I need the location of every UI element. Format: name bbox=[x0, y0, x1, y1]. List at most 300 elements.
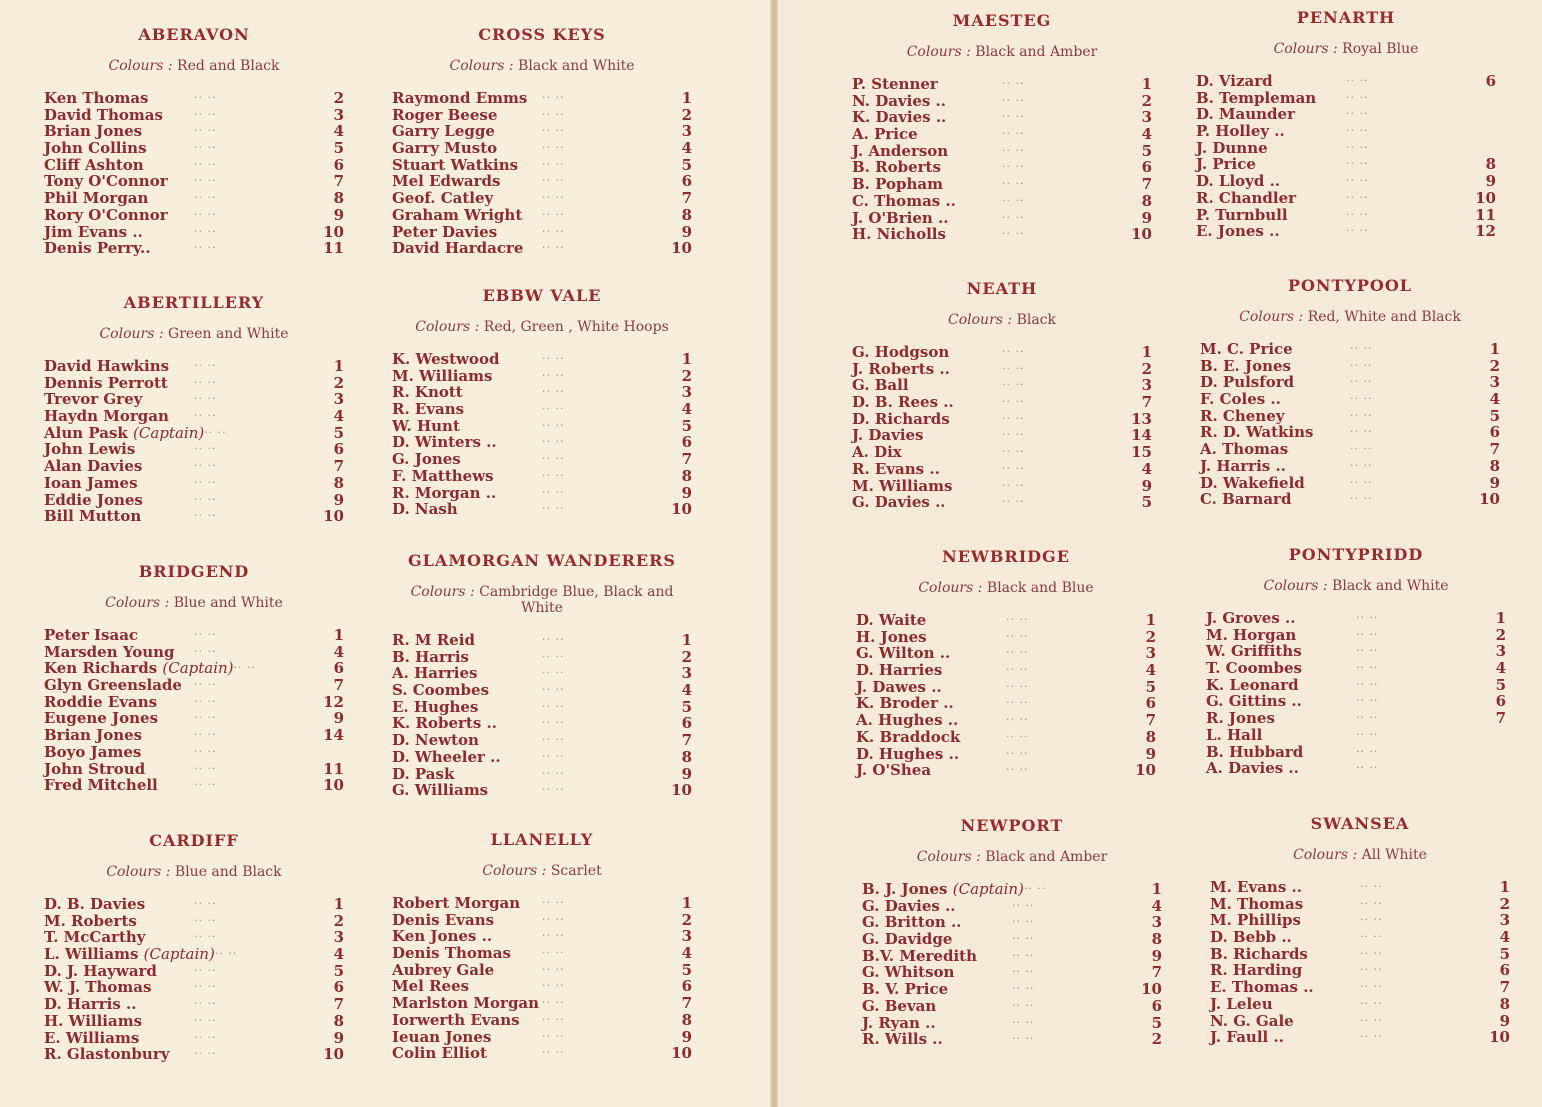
player-name bbox=[862, 964, 1012, 981]
player-name-text: M. Williams bbox=[392, 366, 493, 385]
player-number: 4 bbox=[1145, 661, 1156, 680]
player-row bbox=[852, 76, 1152, 93]
player-number: 6 bbox=[1499, 961, 1510, 980]
player-number: 9 bbox=[1151, 946, 1162, 965]
player-name-text: Bill Mutton bbox=[44, 507, 142, 526]
player-number: 8 bbox=[1141, 191, 1152, 210]
team-swansea bbox=[1210, 813, 1510, 1046]
player-name bbox=[852, 159, 1002, 176]
player-row bbox=[44, 710, 344, 727]
player-row bbox=[852, 394, 1152, 411]
player-name-text: Peter Isaac bbox=[44, 626, 139, 644]
leader-dots: ·· ·· bbox=[1346, 124, 1369, 138]
team-colours bbox=[862, 849, 1162, 865]
leader-dots: ·· ·· bbox=[194, 778, 217, 792]
player-name bbox=[44, 694, 194, 711]
player-name-text: R. Evans bbox=[392, 400, 465, 419]
player-name-text: Colin Elliot bbox=[392, 1044, 487, 1063]
player-row bbox=[392, 418, 692, 435]
player-name bbox=[1196, 73, 1346, 90]
leader-dots: ·· ·· bbox=[542, 699, 565, 713]
leader-dots: ·· ·· bbox=[1350, 425, 1373, 439]
team-name: ABERTILLERY bbox=[123, 293, 265, 312]
leader-dots: ·· ·· bbox=[542, 716, 565, 730]
player-row bbox=[862, 1031, 1162, 1048]
leader-dots: ·· ·· bbox=[1012, 915, 1035, 929]
player-row bbox=[392, 434, 692, 451]
player-name-text: Mel Rees bbox=[392, 977, 470, 996]
player-row bbox=[1200, 475, 1500, 492]
player-name-text: P. Stenner bbox=[852, 75, 938, 93]
colours-value: Blue and Black bbox=[174, 864, 282, 880]
player-name-text: Robert Morgan bbox=[392, 894, 521, 912]
player-name bbox=[852, 143, 1002, 160]
player-row bbox=[44, 224, 344, 241]
player-name-text: R. Harding bbox=[1210, 961, 1303, 980]
player-name bbox=[44, 492, 194, 509]
player-name bbox=[44, 913, 194, 930]
player-number: 10 bbox=[671, 239, 692, 258]
player-row bbox=[44, 107, 344, 124]
player-name bbox=[392, 224, 542, 241]
player-row bbox=[1200, 458, 1500, 475]
player-name bbox=[1210, 1013, 1360, 1030]
player-number: 9 bbox=[1489, 473, 1500, 492]
player-name bbox=[392, 1045, 542, 1062]
player-number: 9 bbox=[333, 490, 344, 509]
leader-dots: ·· ·· bbox=[194, 475, 217, 489]
player-row bbox=[44, 1046, 344, 1063]
player-row bbox=[392, 1012, 692, 1029]
player-row bbox=[44, 425, 344, 442]
player-name bbox=[862, 931, 1012, 948]
player-name-text: G. Williams bbox=[392, 781, 489, 800]
player-number: 2 bbox=[1151, 1030, 1162, 1049]
leader-dots: ·· ·· bbox=[1350, 408, 1373, 422]
captain-label: (Captain) bbox=[952, 880, 1024, 898]
player-number: 2 bbox=[1489, 356, 1500, 375]
player-row bbox=[392, 766, 692, 783]
player-row bbox=[1200, 391, 1500, 408]
player-name-text: C. Thomas .. bbox=[852, 191, 956, 210]
player-row bbox=[392, 895, 692, 912]
player-name-text: M. Williams bbox=[852, 476, 953, 495]
team-roster bbox=[856, 612, 1156, 779]
player-row bbox=[862, 881, 1162, 898]
colours-label: Colours : bbox=[99, 326, 164, 342]
player-name-text: D. Harris .. bbox=[44, 995, 137, 1014]
player-name bbox=[392, 1012, 542, 1029]
player-row bbox=[44, 1013, 344, 1030]
player-name bbox=[392, 351, 542, 368]
player-number bbox=[314, 744, 344, 761]
leader-dots: ·· ·· bbox=[542, 207, 565, 221]
player-name bbox=[1200, 391, 1350, 408]
player-row bbox=[44, 90, 344, 107]
player-row bbox=[852, 344, 1152, 361]
leader-dots: ·· ·· bbox=[1006, 613, 1029, 626]
leader-dots: ·· ·· bbox=[542, 174, 565, 188]
player-name-text: E. Thomas .. bbox=[1210, 978, 1314, 997]
team-colours bbox=[856, 580, 1156, 596]
player-row bbox=[1196, 90, 1496, 107]
player-name bbox=[862, 948, 1012, 965]
player-name-text: D. B. Rees .. bbox=[852, 393, 954, 412]
leader-dots: ·· ·· bbox=[1360, 1013, 1383, 1027]
player-name-text: E. Hughes bbox=[392, 697, 479, 716]
leader-dots: ·· ·· bbox=[194, 207, 217, 221]
player-name bbox=[862, 998, 1012, 1015]
player-name-text: Ioan James bbox=[44, 473, 138, 492]
player-number: 9 bbox=[1145, 744, 1156, 763]
leader-dots: ·· ·· bbox=[1356, 761, 1379, 775]
player-name bbox=[1196, 173, 1346, 190]
player-row bbox=[44, 744, 344, 761]
team-name: EBBW VALE bbox=[482, 286, 602, 305]
player-number: 3 bbox=[681, 122, 692, 141]
player-name-text: B. V. Price bbox=[862, 980, 949, 999]
team-roster bbox=[1196, 73, 1496, 240]
player-row bbox=[856, 612, 1156, 629]
player-name bbox=[44, 375, 194, 392]
leader-dots: ·· ·· bbox=[1002, 361, 1025, 375]
leader-dots: ·· ·· bbox=[1360, 896, 1383, 910]
player-name bbox=[852, 427, 1002, 444]
player-name bbox=[852, 478, 1002, 495]
leader-dots: ·· ·· bbox=[1350, 375, 1373, 389]
player-name-text: M. C. Price bbox=[1200, 340, 1293, 358]
player-name-text: R. Chandler bbox=[1196, 188, 1297, 207]
player-row bbox=[852, 93, 1152, 110]
player-number: 10 bbox=[1489, 1028, 1510, 1047]
player-number: 1 bbox=[681, 631, 692, 649]
player-name-text: Aubrey Gale bbox=[392, 960, 495, 979]
team-roster bbox=[392, 895, 692, 1062]
player-number: 5 bbox=[333, 423, 344, 442]
player-name bbox=[856, 695, 1006, 712]
player-name-text: Denis Evans bbox=[392, 910, 495, 929]
player-number bbox=[1466, 106, 1496, 123]
leader-dots: ·· ·· bbox=[1006, 679, 1029, 693]
player-number: 1 bbox=[1141, 343, 1152, 361]
leader-dots: ·· ·· bbox=[1346, 207, 1369, 221]
player-name bbox=[44, 240, 194, 257]
player-number: 9 bbox=[1141, 476, 1152, 495]
player-name-text: G. Davies .. bbox=[852, 493, 946, 512]
player-name-text: D. Wakefield bbox=[1200, 473, 1305, 492]
player-row bbox=[1200, 358, 1500, 375]
player-number: 4 bbox=[333, 642, 344, 661]
player-number: 7 bbox=[333, 172, 344, 191]
player-row bbox=[44, 140, 344, 157]
leader-dots: ·· ·· bbox=[1346, 190, 1369, 204]
leader-dots: ·· ·· bbox=[194, 241, 217, 255]
player-name-text: R. Glastonbury bbox=[44, 1045, 170, 1064]
player-number: 7 bbox=[681, 189, 692, 208]
colours-value: Black and Amber bbox=[985, 849, 1108, 865]
colours-value: Cambridge Blue, Black and White bbox=[479, 584, 674, 616]
leader-dots: ·· ·· bbox=[1002, 93, 1025, 107]
player-name bbox=[44, 979, 194, 996]
player-row bbox=[392, 468, 692, 485]
player-name bbox=[856, 729, 1006, 746]
player-row bbox=[392, 207, 692, 224]
team-newbridge bbox=[856, 546, 1156, 779]
player-number: 4 bbox=[1499, 928, 1510, 947]
team-name: NEATH bbox=[966, 279, 1038, 298]
player-name-text: J. Leleu bbox=[1210, 994, 1273, 1013]
player-number: 9 bbox=[681, 764, 692, 783]
player-name-text: K. Braddock bbox=[856, 727, 961, 746]
player-number: 8 bbox=[333, 473, 344, 492]
colours-label: Colours : bbox=[410, 584, 475, 600]
leader-dots: ·· ·· bbox=[1006, 629, 1029, 643]
leader-dots: ·· ·· bbox=[194, 141, 217, 155]
player-name bbox=[1200, 408, 1350, 425]
player-number: 6 bbox=[1141, 158, 1152, 177]
player-row bbox=[44, 408, 344, 425]
player-name-text: R. M Reid bbox=[392, 631, 475, 649]
leader-dots: ·· ·· bbox=[194, 392, 217, 406]
leader-dots: ·· ·· bbox=[1360, 963, 1383, 977]
player-name bbox=[392, 895, 542, 912]
player-row bbox=[1210, 962, 1510, 979]
player-name-text: B. Templeman bbox=[1196, 88, 1317, 107]
team-roster bbox=[44, 90, 344, 257]
leader-dots: ·· ·· bbox=[194, 1030, 217, 1044]
player-name-text: Graham Wright bbox=[392, 205, 523, 224]
player-name bbox=[392, 962, 542, 979]
player-name bbox=[862, 881, 1024, 898]
leader-dots: ·· ·· bbox=[1012, 1032, 1035, 1046]
leader-dots: ·· ·· bbox=[1360, 930, 1383, 944]
player-name bbox=[392, 649, 542, 666]
player-row bbox=[852, 176, 1152, 193]
player-name bbox=[392, 665, 542, 682]
team-roster bbox=[392, 351, 692, 518]
player-name bbox=[1206, 693, 1356, 710]
player-number: 8 bbox=[333, 1011, 344, 1030]
player-name-text: Marsden Young bbox=[44, 642, 175, 661]
player-row bbox=[1200, 374, 1500, 391]
leader-dots: ·· ·· bbox=[1356, 611, 1379, 624]
player-row bbox=[392, 962, 692, 979]
player-name-text: F. Matthews bbox=[392, 466, 494, 485]
player-number: 8 bbox=[681, 466, 692, 485]
team-aberavon bbox=[44, 24, 344, 257]
leader-dots: ·· ·· bbox=[542, 468, 565, 482]
leader-dots: ·· ·· bbox=[194, 761, 217, 775]
player-name-text: Garry Legge bbox=[392, 122, 495, 141]
player-row bbox=[1196, 123, 1496, 140]
player-row bbox=[1210, 1013, 1510, 1030]
player-row bbox=[862, 981, 1162, 998]
leader-dots: ·· ·· bbox=[542, 912, 565, 926]
player-number: 3 bbox=[1499, 911, 1510, 930]
team-cross-keys bbox=[392, 24, 692, 257]
player-number: 9 bbox=[681, 483, 692, 502]
player-number: 7 bbox=[333, 676, 344, 695]
player-name bbox=[392, 912, 542, 929]
player-name bbox=[1206, 643, 1356, 660]
player-number: 8 bbox=[681, 1010, 692, 1029]
player-name bbox=[44, 644, 194, 661]
player-name-text: G. Jones bbox=[392, 450, 461, 469]
team-bridgend bbox=[44, 561, 344, 794]
player-row bbox=[44, 391, 344, 408]
player-row bbox=[1210, 879, 1510, 896]
player-number: 8 bbox=[333, 189, 344, 208]
player-name bbox=[44, 458, 194, 475]
player-name bbox=[44, 475, 194, 492]
player-number: 7 bbox=[681, 994, 692, 1013]
player-name bbox=[1206, 760, 1356, 777]
leader-dots: ·· ·· bbox=[542, 733, 565, 747]
colours-label: Colours : bbox=[415, 319, 480, 335]
team-roster bbox=[44, 358, 344, 525]
player-name-text: Trevor Grey bbox=[44, 390, 143, 409]
player-name-text: B. E. Jones bbox=[1200, 356, 1291, 375]
player-name-text: R. Morgan .. bbox=[392, 483, 497, 502]
player-row bbox=[44, 761, 344, 778]
player-row bbox=[1200, 491, 1500, 508]
colours-value: Black and Amber bbox=[975, 44, 1098, 60]
player-name-text: K. Roberts .. bbox=[392, 714, 497, 733]
player-name bbox=[44, 677, 194, 694]
player-name bbox=[44, 1030, 194, 1047]
player-row bbox=[44, 207, 344, 224]
player-name bbox=[392, 732, 542, 749]
colours-label: Colours : bbox=[1273, 41, 1338, 57]
player-name-text: R. D. Watkins bbox=[1200, 423, 1314, 442]
player-name bbox=[392, 501, 542, 518]
player-row bbox=[862, 1015, 1162, 1032]
player-row bbox=[44, 190, 344, 207]
player-row bbox=[392, 240, 692, 257]
player-row bbox=[44, 375, 344, 392]
team-name: BRIDGEND bbox=[138, 562, 250, 581]
player-name-text: Iorwerth Evans bbox=[392, 1010, 520, 1029]
player-row bbox=[44, 660, 344, 677]
team-roster bbox=[1210, 879, 1510, 1046]
player-number: 5 bbox=[681, 960, 692, 979]
team-name: PENARTH bbox=[1296, 8, 1396, 27]
leader-dots: ·· ·· bbox=[1350, 442, 1373, 456]
player-number: 6 bbox=[681, 172, 692, 191]
colours-value: Black and White bbox=[518, 58, 635, 74]
player-name bbox=[852, 394, 1002, 411]
leader-dots: ·· ·· bbox=[1350, 342, 1373, 355]
player-number: 9 bbox=[1485, 172, 1496, 191]
team-ebbw-vale bbox=[392, 285, 692, 518]
player-number: 12 bbox=[1475, 222, 1496, 241]
leader-dots: ·· ·· bbox=[1360, 996, 1383, 1010]
leader-dots: ·· ·· bbox=[1360, 880, 1383, 893]
player-row bbox=[852, 159, 1152, 176]
player-name-text: Ken Richards bbox=[44, 659, 158, 678]
player-name-text: G. Davies .. bbox=[862, 896, 956, 915]
leader-dots: ·· ·· bbox=[1006, 746, 1029, 760]
player-name bbox=[392, 699, 542, 716]
player-number: 2 bbox=[681, 366, 692, 385]
player-name-text: Peter Davies bbox=[392, 222, 498, 241]
player-row bbox=[852, 193, 1152, 210]
leader-dots: ·· ·· bbox=[194, 678, 217, 692]
team-colours bbox=[392, 58, 692, 74]
player-name bbox=[44, 508, 194, 525]
team-abertillery bbox=[44, 292, 344, 525]
player-name-text: D. Richards bbox=[852, 409, 950, 428]
player-number: 4 bbox=[333, 945, 344, 964]
colours-value: Blue and White bbox=[173, 595, 283, 611]
player-number: 7 bbox=[681, 450, 692, 469]
leader-dots: ·· ·· bbox=[194, 628, 217, 641]
player-row bbox=[392, 351, 692, 368]
player-row bbox=[856, 729, 1156, 746]
player-number: 9 bbox=[681, 222, 692, 241]
leader-dots: ·· ·· bbox=[194, 124, 217, 138]
player-name bbox=[44, 123, 194, 140]
leader-dots: ·· ·· bbox=[1002, 143, 1025, 157]
player-name-text: F. Coles .. bbox=[1200, 390, 1281, 409]
colours-label: Colours : bbox=[906, 44, 971, 60]
player-name-text: Brian Jones bbox=[44, 726, 143, 745]
leader-dots: ·· ·· bbox=[1002, 177, 1025, 191]
leader-dots: ·· ·· bbox=[1350, 358, 1373, 372]
player-name-text: K. Westwood bbox=[392, 350, 500, 368]
player-row bbox=[392, 1045, 692, 1062]
team-colours bbox=[1206, 578, 1506, 594]
player-number bbox=[1466, 140, 1496, 157]
leader-dots: ·· ·· bbox=[542, 368, 565, 382]
colours-label: Colours : bbox=[106, 864, 171, 880]
player-name bbox=[44, 207, 194, 224]
team-colours bbox=[44, 58, 344, 74]
leader-dots: ·· ·· bbox=[542, 896, 565, 909]
leader-dots: ·· ·· bbox=[194, 492, 217, 506]
player-name-text: J. Davies bbox=[852, 426, 924, 445]
player-row bbox=[1196, 223, 1496, 240]
leader-dots: ·· ·· bbox=[1360, 946, 1383, 960]
player-name-text: Glyn Greenslade bbox=[44, 676, 182, 695]
player-row bbox=[392, 384, 692, 401]
player-row bbox=[392, 224, 692, 241]
player-number: 1 bbox=[1495, 609, 1506, 627]
player-number: 8 bbox=[1151, 930, 1162, 949]
leader-dots: ·· ·· bbox=[1360, 1030, 1383, 1044]
player-row bbox=[392, 928, 692, 945]
player-name bbox=[392, 140, 542, 157]
team-newport bbox=[862, 815, 1162, 1048]
player-row bbox=[1196, 140, 1496, 157]
player-name bbox=[856, 612, 1006, 629]
player-name-text: W. Griffiths bbox=[1206, 642, 1302, 661]
team-name: SWANSEA bbox=[1310, 814, 1410, 833]
colours-value: Black and White bbox=[1332, 578, 1449, 594]
player-name-text: Ken Jones .. bbox=[392, 927, 493, 946]
player-name bbox=[856, 746, 1006, 763]
player-row bbox=[392, 632, 692, 649]
player-number: 6 bbox=[1151, 996, 1162, 1015]
player-number: 10 bbox=[671, 500, 692, 519]
player-name bbox=[1210, 962, 1360, 979]
player-name bbox=[392, 157, 542, 174]
team-name: CARDIFF bbox=[149, 831, 239, 850]
player-name-text: A. Hughes .. bbox=[856, 711, 959, 730]
player-name bbox=[862, 898, 1012, 915]
player-number: 2 bbox=[333, 89, 344, 107]
player-name-text: Boyo James bbox=[44, 742, 142, 761]
